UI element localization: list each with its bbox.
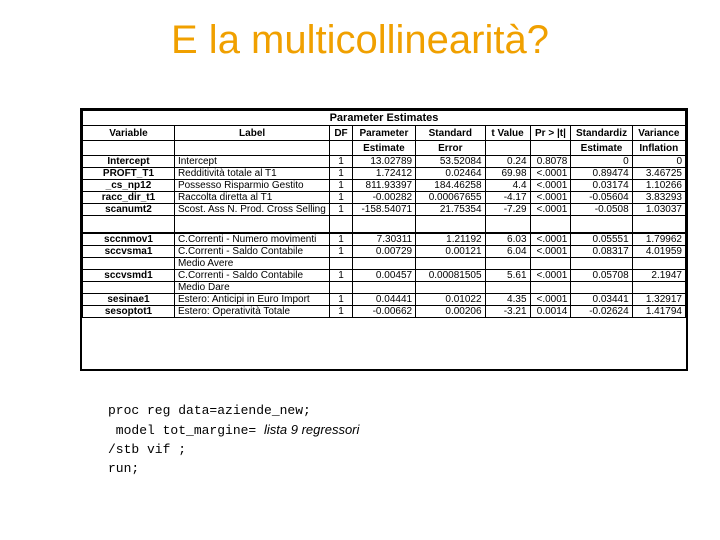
table-cell: 0.01022 xyxy=(416,294,485,306)
table-cell: 1.79962 xyxy=(632,233,685,246)
table-cell: 53.52084 xyxy=(416,156,485,168)
header-cell: t Value xyxy=(485,126,530,141)
header-cell: Estimate xyxy=(571,141,632,156)
table-cell xyxy=(416,282,485,294)
header-row-1 xyxy=(83,126,686,141)
table-cell: 3.46725 xyxy=(632,168,685,180)
header-cell: Pr > |t| xyxy=(530,126,571,141)
separator-cell xyxy=(485,216,530,234)
table-row xyxy=(83,282,686,294)
separator-cell xyxy=(416,216,485,234)
table-cell: 4.35 xyxy=(485,294,530,306)
table-cell: 4.01959 xyxy=(632,246,685,258)
table-cell: 1.32917 xyxy=(632,294,685,306)
table-cell: 6.03 xyxy=(485,233,530,246)
table-cell: 1.21192 xyxy=(416,233,485,246)
table-cell xyxy=(330,258,352,270)
table-cell: 1 xyxy=(330,192,352,204)
table-cell: sccvsmd1 xyxy=(83,270,175,282)
table-row xyxy=(83,192,686,204)
separator-cell xyxy=(174,216,329,234)
separator-cell xyxy=(530,216,571,234)
table-cell: <.0001 xyxy=(530,168,571,180)
code-line-4: run; xyxy=(108,461,140,476)
table-cell: 0.00067655 xyxy=(416,192,485,204)
table-cell: 0 xyxy=(632,156,685,168)
code-line-2 xyxy=(108,420,359,440)
table-cell: 0.00121 xyxy=(416,246,485,258)
table-cell: 21.75354 xyxy=(416,204,485,216)
table-cell: 4.4 xyxy=(485,180,530,192)
table-cell: -0.02624 xyxy=(571,306,632,318)
header-cell xyxy=(530,141,571,156)
table-cell: Possesso Risparmio Gestito xyxy=(174,180,329,192)
table-caption: Parameter Estimates xyxy=(83,111,686,126)
table-row xyxy=(83,306,686,318)
table-cell: 1 xyxy=(330,168,352,180)
table-row xyxy=(83,204,686,216)
parameter-estimates-table xyxy=(80,108,688,371)
table-cell: -0.00662 xyxy=(352,306,415,318)
table-cell xyxy=(330,282,352,294)
table-cell: -0.05604 xyxy=(571,192,632,204)
table-cell: 1.03037 xyxy=(632,204,685,216)
table-cell xyxy=(416,258,485,270)
table-cell: 1 xyxy=(330,233,352,246)
table-cell: scanumt2 xyxy=(83,204,175,216)
table-row xyxy=(83,258,686,270)
header-cell: Variable xyxy=(83,126,175,141)
table-cell: 0.05708 xyxy=(571,270,632,282)
table-cell: 1 xyxy=(330,294,352,306)
code-line-3: /stb vif ; xyxy=(108,442,187,457)
table-cell: sccnmov1 xyxy=(83,233,175,246)
table-cell xyxy=(352,282,415,294)
code-line-1: proc reg data=aziende_new; xyxy=(108,403,311,418)
separator-cell xyxy=(330,216,352,234)
table-cell: PROFT_T1 xyxy=(83,168,175,180)
table-cell: -7.29 xyxy=(485,204,530,216)
table-cell: <.0001 xyxy=(530,192,571,204)
table-cell: 0.24 xyxy=(485,156,530,168)
table-cell: 0.00081505 xyxy=(416,270,485,282)
table-cell: sesinae1 xyxy=(83,294,175,306)
table-cell: 0.02464 xyxy=(416,168,485,180)
header-cell xyxy=(83,141,175,156)
table-cell: 811.93397 xyxy=(352,180,415,192)
table-cell: 1 xyxy=(330,204,352,216)
table-cell: <.0001 xyxy=(530,233,571,246)
table-cell: 0.8078 xyxy=(530,156,571,168)
table-cell xyxy=(571,282,632,294)
table-cell: Estero: Anticipi in Euro Import xyxy=(174,294,329,306)
separator-cell xyxy=(632,216,685,234)
separator-cell xyxy=(352,216,415,234)
table-cell xyxy=(632,258,685,270)
header-cell xyxy=(485,141,530,156)
header-cell: Label xyxy=(174,126,329,141)
table-cell: C.Correnti - Numero movimenti xyxy=(174,233,329,246)
estimates-grid xyxy=(82,110,686,318)
table-cell: 184.46258 xyxy=(416,180,485,192)
header-cell: Variance xyxy=(632,126,685,141)
table-cell: Intercept xyxy=(83,156,175,168)
code-line-2-italic: lista 9 regressori xyxy=(264,422,360,437)
header-cell: Parameter xyxy=(352,126,415,141)
table-cell: 0.00729 xyxy=(352,246,415,258)
table-cell: 0.08317 xyxy=(571,246,632,258)
table-cell xyxy=(83,282,175,294)
header-cell: Error xyxy=(416,141,485,156)
table-cell: Medio Avere xyxy=(174,258,329,270)
table-row xyxy=(83,246,686,258)
table-cell: -4.17 xyxy=(485,192,530,204)
separator-cell xyxy=(83,216,175,234)
sas-code-block xyxy=(108,401,359,478)
table-cell: racc_dir_t1 xyxy=(83,192,175,204)
table-cell: 0.03441 xyxy=(571,294,632,306)
table-cell: -0.0508 xyxy=(571,204,632,216)
table-cell: 5.61 xyxy=(485,270,530,282)
table-cell: _cs_np12 xyxy=(83,180,175,192)
table-cell: 0.0014 xyxy=(530,306,571,318)
table-row xyxy=(83,270,686,282)
header-cell: Estimate xyxy=(352,141,415,156)
code-line-2-prefix: model tot_margine= xyxy=(108,423,265,438)
table-cell xyxy=(530,258,571,270)
table-cell: 69.98 xyxy=(485,168,530,180)
table-cell: Intercept xyxy=(174,156,329,168)
table-cell: 1 xyxy=(330,246,352,258)
table-cell xyxy=(83,258,175,270)
table-cell: 0.89474 xyxy=(571,168,632,180)
table-cell: Medio Dare xyxy=(174,282,329,294)
table-row xyxy=(83,180,686,192)
table-cell xyxy=(352,258,415,270)
table-cell: <.0001 xyxy=(530,294,571,306)
header-cell: Inflation xyxy=(632,141,685,156)
table-cell: Scost. Ass N. Prod. Cross Selling xyxy=(174,204,329,216)
table-row xyxy=(83,294,686,306)
header-cell xyxy=(330,141,352,156)
table-cell: 0.00457 xyxy=(352,270,415,282)
table-cell: 0 xyxy=(571,156,632,168)
table-cell: <.0001 xyxy=(530,204,571,216)
table-cell: 1 xyxy=(330,156,352,168)
table-cell xyxy=(485,258,530,270)
table-cell: 1 xyxy=(330,306,352,318)
table-cell: 7.30311 xyxy=(352,233,415,246)
table-cell: 1.10266 xyxy=(632,180,685,192)
table-cell: 1 xyxy=(330,180,352,192)
table-cell: 0.04441 xyxy=(352,294,415,306)
table-cell: C.Correnti - Saldo Contabile xyxy=(174,246,329,258)
table-cell: 0.03174 xyxy=(571,180,632,192)
table-cell: C.Correnti - Saldo Contabile xyxy=(174,270,329,282)
separator-cell xyxy=(571,216,632,234)
table-cell: <.0001 xyxy=(530,180,571,192)
table-cell: 6.04 xyxy=(485,246,530,258)
table-cell: sccvsma1 xyxy=(83,246,175,258)
header-cell: Standard xyxy=(416,126,485,141)
table-cell xyxy=(485,282,530,294)
header-cell: Standardiz xyxy=(571,126,632,141)
table-cell: -0.00282 xyxy=(352,192,415,204)
table-cell: Estero: Operatività Totale xyxy=(174,306,329,318)
table-row xyxy=(83,156,686,168)
slide-title: E la multicollinearità? xyxy=(171,18,549,62)
header-cell: DF xyxy=(330,126,352,141)
table-cell: 2.1947 xyxy=(632,270,685,282)
table-cell: 0.00206 xyxy=(416,306,485,318)
table-cell: 1 xyxy=(330,270,352,282)
table-cell xyxy=(632,282,685,294)
table-row xyxy=(83,233,686,246)
table-cell: 1.41794 xyxy=(632,306,685,318)
table-cell: sesoptot1 xyxy=(83,306,175,318)
header-row-2 xyxy=(83,141,686,156)
table-cell: <.0001 xyxy=(530,246,571,258)
table-cell: -158.54071 xyxy=(352,204,415,216)
table-cell: 0.05551 xyxy=(571,233,632,246)
table-cell: Redditività totale al T1 xyxy=(174,168,329,180)
table-cell: 3.83293 xyxy=(632,192,685,204)
separator-row xyxy=(83,216,686,234)
table-cell: 1.72412 xyxy=(352,168,415,180)
header-cell xyxy=(174,141,329,156)
table-cell: <.0001 xyxy=(530,270,571,282)
table-cell: Raccolta diretta al T1 xyxy=(174,192,329,204)
table-cell: -3.21 xyxy=(485,306,530,318)
table-cell xyxy=(530,282,571,294)
table-cell xyxy=(571,258,632,270)
table-cell: 13.02789 xyxy=(352,156,415,168)
table-row xyxy=(83,168,686,180)
